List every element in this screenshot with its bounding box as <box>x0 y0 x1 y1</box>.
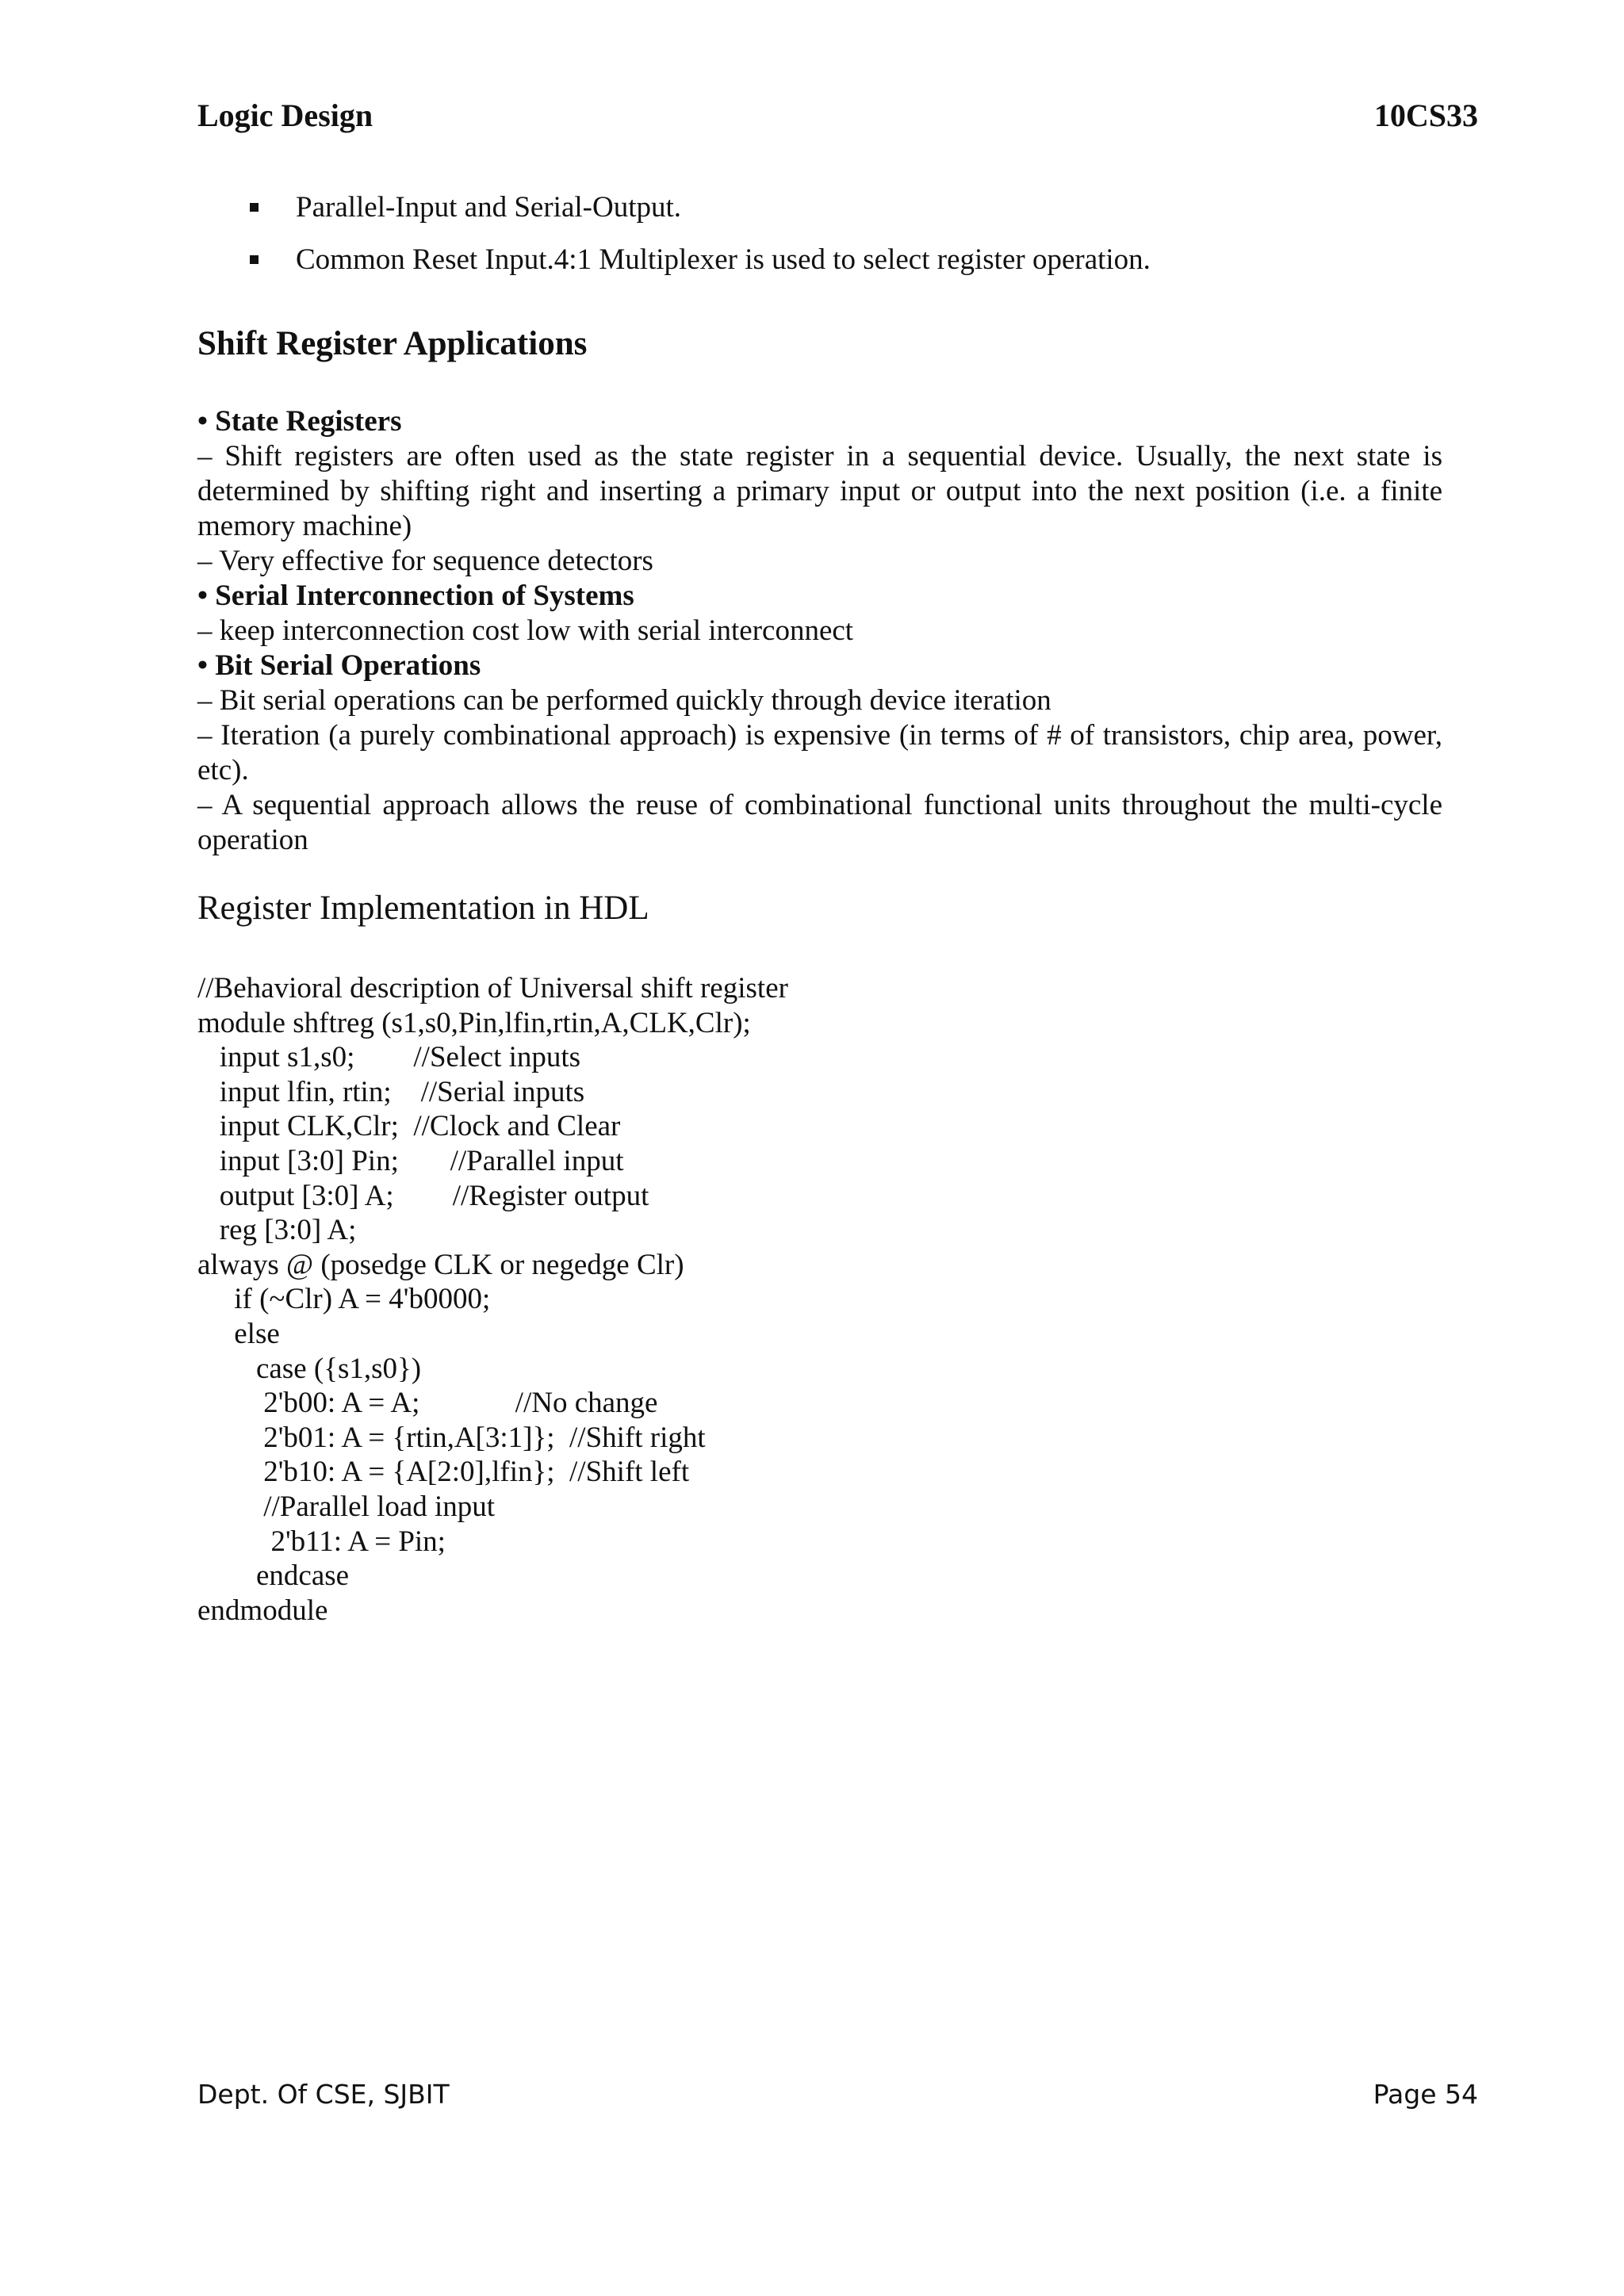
code-line: 2'b00: A = A; //No change <box>197 1387 658 1420</box>
code-line: input s1,s0; //Select inputs <box>197 1041 581 1074</box>
feature-bullet-list <box>197 190 1482 295</box>
hdl-code-listing <box>197 971 1482 1628</box>
code-line: if (~Clr) A = 4'b0000; <box>197 1283 491 1316</box>
bullet-item: Common Reset Input.4:1 Multiplexer is used to select register operation. <box>197 243 1482 277</box>
header-course-code: 10CS33 <box>1373 98 1478 133</box>
code-line: endmodule <box>197 1594 328 1627</box>
code-line: input CLK,Clr; //Clock and Clear <box>197 1110 621 1143</box>
code-line: 2'b11: A = Pin; <box>197 1525 446 1558</box>
code-line: else <box>197 1317 280 1350</box>
square-bullet-icon <box>250 203 259 212</box>
code-line: output [3:0] A; //Register output <box>197 1179 649 1212</box>
code-line: 2'b10: A = {A[2:0],lfin}; //Shift left <box>197 1456 690 1489</box>
paragraph-line: – A sequential approach allows the reuse of combinational functional units throughout the multi-cycle operation <box>197 789 1442 856</box>
code-line: //Behavioral description of Universal shift register <box>197 972 788 1004</box>
header-course-title: Logic Design <box>197 98 373 133</box>
code-line: case ({s1,s0}) <box>197 1352 422 1385</box>
section-heading-applications: Shift Register Applications <box>197 325 588 362</box>
footer-department: Dept. Of CSE, SJBIT <box>197 2079 450 2110</box>
subheading-state-registers: • State Registers <box>197 405 402 438</box>
subheading-bit-serial: • Bit Serial Operations <box>197 649 481 682</box>
paragraph-line: – Iteration (a purely combinational approach) is expensive (in terms of # of transistors, chip area, power, etc). <box>197 719 1442 786</box>
paragraph-line: – Bit serial operations can be performed quickly through device iteration <box>197 684 1051 717</box>
code-line: reg [3:0] A; <box>197 1214 357 1247</box>
paragraph-line: – Very effective for sequence detectors <box>197 545 653 577</box>
subheading-serial-interconnection: • Serial Interconnection of Systems <box>197 580 634 612</box>
code-line: always @ (posedge CLK or negedge Clr) <box>197 1248 684 1281</box>
code-line: module shftreg (s1,s0,Pin,lfin,rtin,A,CLK,Clr); <box>197 1006 751 1039</box>
paragraph-line: – Shift registers are often used as the state register in a sequential device. Usually, the next state is determined by shifting right and inserting a primary input or output into the next position (i.e. a finite memory machine) <box>197 440 1442 542</box>
footer-page-number: Page 54 <box>1373 2079 1478 2110</box>
code-line: //Parallel load input <box>197 1490 496 1523</box>
code-line: input [3:0] Pin; //Parallel input <box>197 1144 624 1177</box>
code-line: input lfin, rtin; //Serial inputs <box>197 1075 585 1108</box>
code-line: endcase <box>197 1559 350 1593</box>
bullet-item: Parallel-Input and Serial-Output. <box>197 190 1482 225</box>
section-heading-hdl: Register Implementation in HDL <box>197 890 649 927</box>
code-line: 2'b01: A = {rtin,A[3:1]}; //Shift right <box>197 1421 706 1454</box>
applications-body <box>197 404 1442 858</box>
square-bullet-icon <box>250 255 259 264</box>
paragraph-line: – keep interconnection cost low with serial interconnect <box>197 614 854 647</box>
